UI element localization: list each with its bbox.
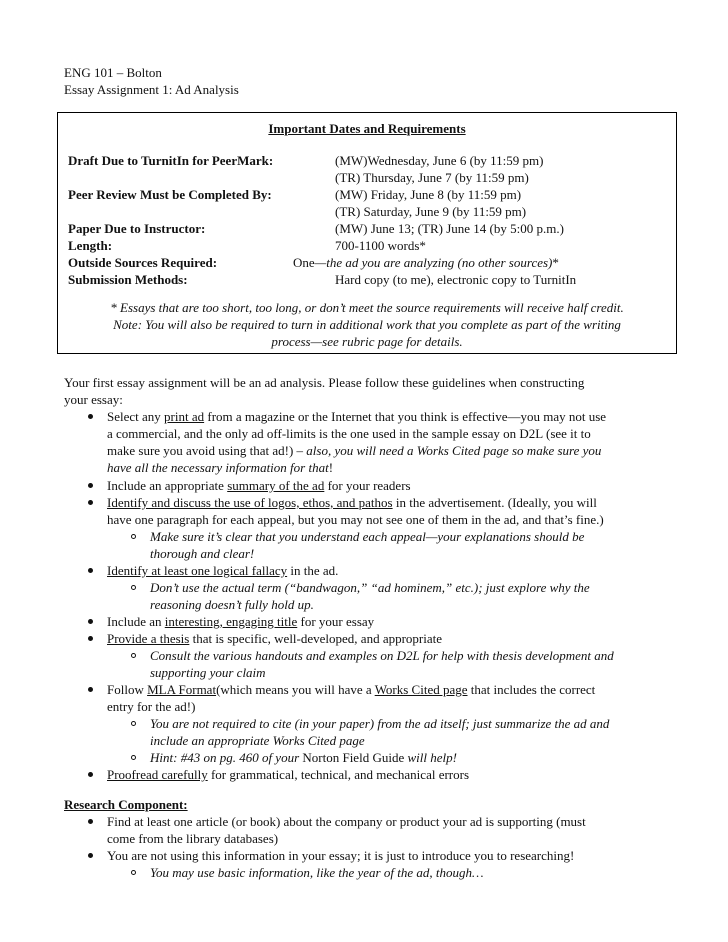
b3-text: in the advertisement. (Ideally, you will [392,495,597,510]
b4-text: in the ad. [287,563,339,578]
bullet-4-sub-line-1: Don’t use the actual term (“bandwagon,” “ad hominem,” etc.); just explore why the [150,580,590,595]
b7-works-cited: Works Cited page [374,682,468,697]
bullet-6-sub-line-1: Consult the various handouts and examples on D2L for help with thesis development and [150,648,614,663]
course-line: ENG 101 – Bolton [64,65,162,80]
b8-text: for grammatical, technical, and mechanical errors [207,767,470,782]
research-line-2: come from the library databases) [107,831,279,846]
bullet-3-line-1 [107,494,597,511]
assignment-line: Essay Assignment 1: Ad Analysis [64,82,239,97]
bullet-4-line [107,562,338,579]
b6-thesis: Provide a thesis [107,631,190,646]
research-line-1: Find at least one article (or book) about the company or product your ad is supporting (must [107,814,586,829]
b2-summary: summary of the ad [227,478,325,493]
paper-label: Paper Due to Instructor: [68,221,206,236]
bullet-1-line-1 [107,408,606,425]
b5-title: interesting, engaging title [164,614,298,629]
note-line-1: * Essays that are too short, too long, or don’t meet the source requirements will receive half credit. [110,300,624,315]
draft-tr-row [68,169,668,186]
b1-text-b: from a magazine or the Internet that you think is effective—you may not use [204,409,607,424]
b5-text-b: for your essay [297,614,375,629]
peer-label: Peer Review Must be Completed By: [68,187,272,202]
research-heading: Research Component: [64,797,188,812]
b8-proofread: Proofread carefully [107,767,208,782]
peer-tr-row [68,203,668,220]
submission-row [68,271,668,288]
note-line-3: process—see rubric page for details. [271,334,463,349]
bullet-1-line-3 [107,442,601,459]
bullet-dot [88,853,93,858]
bullet-6-line [107,630,442,647]
bullet-dot [88,500,93,505]
peer-tr: (TR) Saturday, June 9 (by 11:59 pm) [335,204,527,219]
paper-row [68,220,668,237]
sources-row [68,254,668,271]
length-value: 700-1100 words* [335,238,426,253]
sources-one: One [293,255,315,270]
sources-value [293,254,559,271]
requirements-title: Important Dates and Requirements [268,121,466,136]
b2-text-a: Include an appropriate [107,478,228,493]
draft-row [68,152,668,169]
bullet-4-sub-line-2: reasoning doesn’t fully hold up. [150,597,314,612]
bullet-1-line-2: a commercial, and the only ad off-limits is the one used in the sample essay on D2L (see it to [107,426,591,441]
bullet-7-line-2: entry for the ad!) [107,699,196,714]
sources-detail: —the ad you are analyzing (no other sources) [314,255,553,270]
draft-tr: (TR) Thursday, June 7 (by 11:59 pm) [335,170,529,185]
bullet-7-sub-line-3 [150,749,457,766]
bullet-dot [88,819,93,824]
b7-text-a: Follow [107,682,148,697]
bullet-3-sub-line-2: thorough and clear! [150,546,255,561]
b6-text: that is specific, well-developed, and appropriate [189,631,443,646]
bullet-7-sub-line-1: You are not required to cite (in your paper) from the ad itself; just summarize the ad and [150,716,610,731]
bullet-5-line [107,613,374,630]
requirements-box [57,112,677,354]
bullet-3-line-2: have one paragraph for each appeal, but you may not see one of them in the ad, and that’s fine.) [107,512,604,527]
bullet-dot [88,636,93,641]
peer-row [68,186,668,203]
bullet-dot [88,483,93,488]
b1-l3-italic: also, you will need a Works Cited page so make sure you [306,443,602,458]
b1-text-a: Select any [107,409,165,424]
note-line-2: Note: You will also be required to turn in additional work that you complete as part of the writing [113,317,621,332]
bullet-dot [88,619,93,624]
intro-line-2: your essay: [64,392,123,407]
bullet-7-sub-line-2: include an appropriate Works Cited page [150,733,365,748]
b1-l3-text: make sure you avoid using that ad!) – [107,443,307,458]
b4-fallacy: Identify at least one logical fallacy [107,563,288,578]
bullet-8-line [107,766,469,783]
draft-label: Draft Due to TurnitIn for PeerMark: [68,153,274,168]
bullet-dot [88,568,93,573]
draft-mw: (MW)Wednesday, June 6 (by 11:59 pm) [335,153,544,168]
paper-value: (MW) June 13; (TR) June 14 (by 5:00 p.m.) [335,221,564,236]
bullet-dot [88,687,93,692]
bullet-3-sub-line-1: Make sure it’s clear that you understand each appeal—your explanations should be [150,529,585,544]
b1-print-ad: print ad [164,409,205,424]
b1-l4-text: ! [328,460,334,475]
b7-text-b: (which means you will have a [216,682,375,697]
sub-bullet-circle [131,755,136,760]
submission-value: Hard copy (to me), electronic copy to TurnitIn [335,272,577,287]
length-row [68,237,668,254]
b1-l4-italic: have all the necessary information for that [107,460,329,475]
b5-text-a: Include an [107,614,165,629]
bullet-1-line-4 [107,459,333,476]
bullet-2-line [107,477,411,494]
sub-bullet-circle [131,721,136,726]
b7-norton: Norton Field Guide [302,750,405,765]
b7-text-c: that includes the correct [467,682,596,697]
b2-text-b: for your readers [324,478,411,493]
document-header [64,64,239,98]
bullet-dot [88,414,93,419]
b7-hint-a: Hint: #43 on pg. 460 of your [150,750,303,765]
b7-mla: MLA Format [147,682,217,697]
sub-bullet-circle [131,653,136,658]
sources-star: * [552,255,559,270]
peer-mw: (MW) Friday, June 8 (by 11:59 pm) [335,187,522,202]
b3-appeals: Identify and discuss the use of logos, ethos, and pathos [107,495,393,510]
b7-hint-b: will help! [404,750,457,765]
bullet-7-line-1 [107,681,595,698]
bullet-dot [88,772,93,777]
sub-bullet-circle [131,534,136,539]
sub-bullet-circle [131,870,136,875]
sources-label: Outside Sources Required: [68,255,218,270]
intro-line-1: Your first essay assignment will be an ad analysis. Please follow these guidelines when constructing [64,375,585,390]
bullet-6-sub-line-2: supporting your claim [150,665,266,680]
length-label: Length: [68,238,113,253]
research-line-3: You are not using this information in your essay; it is just to introduce you to researching! [107,848,575,863]
submission-label: Submission Methods: [68,272,188,287]
research-sub-line: You may use basic information, like the year of the ad, though… [150,865,484,880]
sub-bullet-circle [131,585,136,590]
